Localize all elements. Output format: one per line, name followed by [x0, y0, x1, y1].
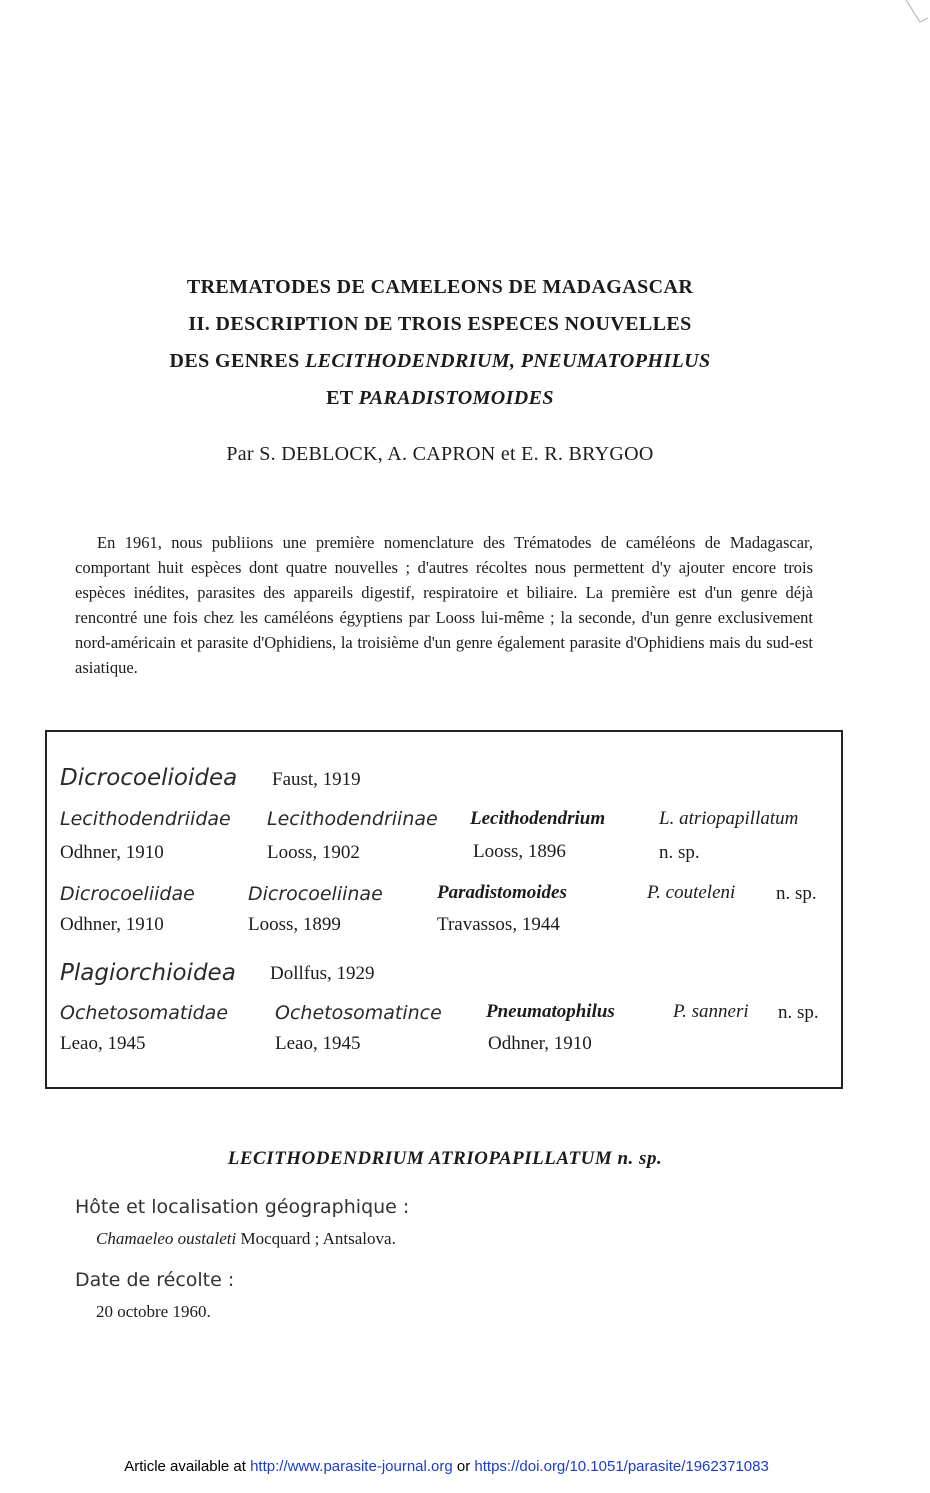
row2-family-author: Odhner, 1910 — [60, 914, 164, 935]
footer-prefix: Article available at — [124, 1458, 246, 1475]
authors: Par S. DEBLOCK, A. CAPRON et E. R. BRYGOO — [226, 443, 654, 465]
row3-genus-author: Odhner, 1910 — [488, 1033, 592, 1054]
title-genus-1: LECITHODENDRIUM, — [305, 350, 516, 372]
row3-species-note: n. sp. — [778, 1002, 819, 1023]
doi-link[interactable]: https://doi.org/10.1051/parasite/1962371083 — [474, 1458, 769, 1475]
row1-genus-author: Looss, 1896 — [473, 841, 566, 862]
title-genus-2: PNEUMATOPHILUS — [520, 350, 711, 372]
host-label: Hôte et localisation géographique : — [75, 1196, 410, 1218]
row3-species: P. sanneri — [673, 1001, 749, 1022]
superfamily-2-author: Dollfus, 1929 — [270, 963, 375, 984]
date-label: Date de récolte : — [75, 1269, 235, 1291]
corner-scan-mark — [898, 0, 930, 32]
taxonomy-box — [45, 730, 843, 1089]
row1-subfamily-author: Looss, 1902 — [267, 842, 360, 863]
row2-species: P. couteleni — [647, 882, 736, 903]
row2-genus-author: Travassos, 1944 — [437, 914, 560, 935]
title-line-3: DES GENRES LECITHODENDRIUM, PNEUMATOPHILUS — [169, 350, 711, 372]
row2-genus: Paradistomoides — [437, 882, 567, 903]
host-species: Chamaeleo oustaleti — [96, 1229, 237, 1248]
date-value: 20 octobre 1960. — [96, 1302, 211, 1321]
journal-link[interactable]: http://www.parasite-journal.org — [250, 1458, 453, 1475]
row3-genus: Pneumatophilus — [486, 1001, 615, 1022]
row2-subfamily-author: Looss, 1899 — [248, 914, 341, 935]
host-locality: Mocquard ; Antsalova. — [240, 1229, 396, 1248]
row1-genus: Lecithodendrium — [470, 808, 606, 829]
row3-family: Ochetosomatidae — [60, 1002, 229, 1024]
superfamily-2-name: Plagiorchioidea — [60, 960, 236, 986]
superfamily-1-name: Dicrocoelioidea — [60, 765, 238, 791]
title-line-2: II. DESCRIPTION DE TROIS ESPECES NOUVELLES — [188, 313, 692, 335]
row2-family: Dicrocoeliidae — [60, 883, 195, 905]
row3-family-author: Leao, 1945 — [60, 1033, 146, 1054]
article-title — [0, 269, 880, 417]
row3-subfamily-author: Leao, 1945 — [275, 1033, 361, 1054]
section-heading: LECITHODENDRIUM ATRIOPAPILLATUM n. sp. — [227, 1148, 663, 1169]
title-line-4: ET PARADISTOMOIDES — [326, 387, 554, 409]
row1-family-author: Odhner, 1910 — [60, 842, 164, 863]
footer-or: or — [456, 1458, 471, 1475]
title-genus-3: PARADISTOMOIDES — [358, 387, 554, 409]
host-value — [96, 1229, 396, 1249]
row3-subfamily: Ochetosomatince — [275, 1002, 442, 1024]
superfamily-1-author: Faust, 1919 — [272, 769, 361, 790]
row1-family: Lecithodendriidae — [60, 808, 231, 830]
footer — [0, 1458, 893, 1475]
abstract-paragraph: En 1961, nous publiions une première nomenclature des Trématodes de caméléons de Madagascar, comportant huit espèces dont quatre nouvelles ; d'autres récoltes nous permettent d'y ajouter encore trois espèces inédites, parasites des appareils digestif, respiratoire et biliaire. La première est d'un genre déjà rencontré une fois chez les caméléons égyptiens par Looss lui-même ; la seconde, d'un genre exclusivement nord-américain et parasite d'Ophidiens, la troisième d'un genre également parasite d'Ophidiens mais du sud-est asiatique. — [75, 533, 813, 677]
row2-subfamily: Dicrocoeliinae — [248, 883, 383, 905]
row1-subfamily: Lecithodendriinae — [267, 808, 438, 830]
row1-species: L. atriopapillatum — [659, 808, 799, 829]
row2-species-note: n. sp. — [776, 883, 817, 904]
row1-species-note: n. sp. — [659, 842, 700, 863]
title-line-1: TREMATODES DE CAMELEONS DE MADAGASCAR — [186, 276, 694, 298]
